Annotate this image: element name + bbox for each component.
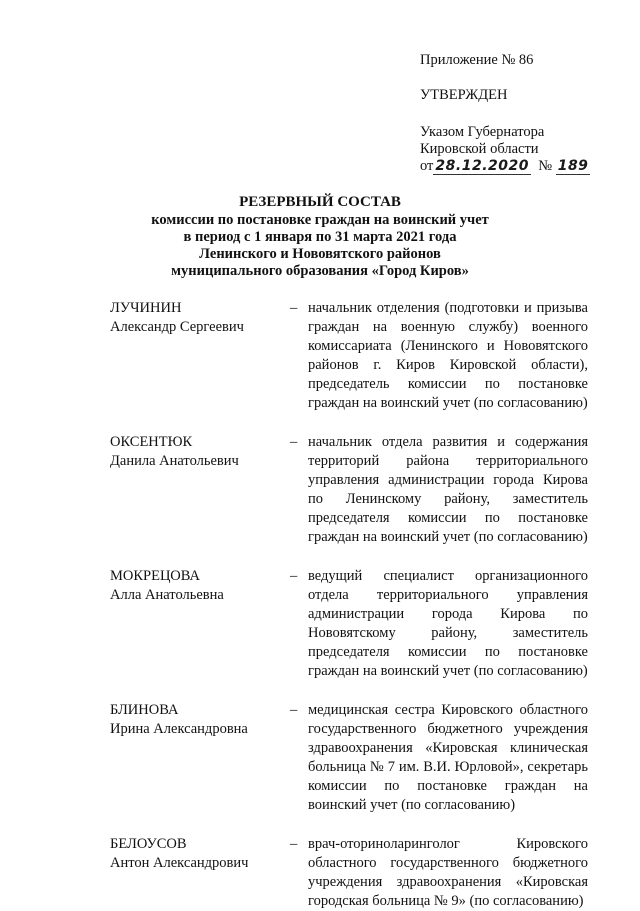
member-surname: МОКРЕЦОВА [110,568,200,584]
member-description: медицинская сестра Кировского областного государственного бюджетного учреждения здравоохранения «Кировская клиническая больница № 7 им. В.И. Юрловой», секретарь комиссии по постановке граждан на воинский учет (по согласованию) [308,702,588,813]
member-given-name: Антон Александрович [110,855,249,871]
member-list [110,299,588,911]
appendix-number: Приложение № 86 [420,52,534,68]
title-line-1: комиссии по постановке граждан на воинский учет [151,212,489,228]
member-description: врач-оториноларинголог Кировского областного государственного бюджетного учреждения здравоохранения «Кировская городская больница № 9» (по согласованию) [308,836,588,909]
date-prefix: от [420,158,434,174]
member-description: начальник отделения (подготовки и призыва граждан на военную службу) военного комиссариата (Ленинского и Нововятского районов г. Киров Кировской области), председатель комиссии по постановке граждан на воинский учет (по согласованию) [308,300,588,411]
member-person [110,567,290,681]
decree-line-2: Кировской области [420,141,539,157]
member-given-name: Ирина Александровна [110,721,248,737]
member-given-name: Алла Анатольевна [110,587,224,603]
approved-stamp: УТВЕРЖДЕН [420,87,508,103]
document-title [100,194,540,280]
member-dash: – [290,300,298,316]
member-person [110,835,290,911]
decree-line-1: Указом Губернатора [420,124,545,140]
member-row [110,835,588,911]
member-row [110,299,588,413]
member-surname: ЛУЧИНИН [110,300,182,316]
member-surname: БЛИНОВА [110,702,179,718]
member-row [110,433,588,547]
handwritten-number: 189 [557,158,589,174]
member-person [110,433,290,547]
member-row [110,701,588,815]
title-line-3: Ленинского и Нововятского районов [199,246,441,262]
decree-date-number [420,158,590,175]
title-line-4: муниципального образования «Город Киров» [171,263,469,279]
approval-header [420,52,590,175]
member-person [110,299,290,413]
member-dash: – [290,568,298,584]
member-surname: ОКСЕНТЮК [110,434,193,450]
member-given-name: Александр Сергеевич [110,319,244,335]
member-description: начальник отдела развития и содержания территорий района территориального управления администрации города Кирова по Ленинскому району, заместитель председателя комиссии по постановке граждан на воинский учет (по согласованию) [308,434,588,545]
member-given-name: Данила Анатольевич [110,453,239,469]
member-dash: – [290,434,298,450]
title-main: РЕЗЕРВНЫЙ СОСТАВ [239,194,401,210]
member-person [110,701,290,815]
title-line-2: в период с 1 января по 31 марта 2021 года [183,229,457,245]
number-label: № [538,158,553,174]
member-dash: – [290,702,298,718]
member-description: ведущий специалист организационного отдела территориального управления администрации города Кирова по Нововятскому району, заместитель председателя комиссии по постановке граждан на воинский учет (по согласованию) [308,568,588,679]
handwritten-date: 28.12.2020 [435,158,529,174]
member-surname: БЕЛОУСОВ [110,836,187,852]
member-dash: – [290,836,298,852]
member-row [110,567,588,681]
